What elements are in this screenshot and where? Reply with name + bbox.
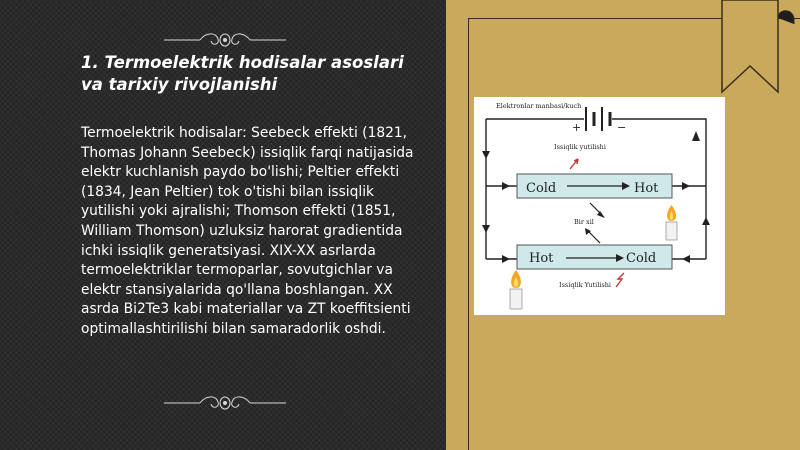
top-left-label: Cold [526,181,557,196]
minus-sign: − [617,121,627,134]
bottom-left-label: Hot [529,251,554,266]
slide-title: 1. Termoelektrik hodisalar asoslari va tarixiy rivojlanishi [81,53,404,94]
middle-label: Bir xil [574,218,594,226]
thermoelectric-diagram [474,97,725,315]
candle-icon-right [666,205,677,240]
bottom-right-label: Cold [626,251,657,266]
battery-icon [586,107,610,131]
source-label: Elektronlar manbasi/kuch [496,102,582,110]
plus-sign: + [572,121,582,134]
bottom-heat-label: Issiqlik Yutilishi [559,281,612,289]
candle-icon-left [510,270,522,309]
bookmark-ribbon-icon [716,0,796,100]
slide-body-text: Termoelektrik hodisalar: Seebeck effekti (1821, Thomas Johann Seebeck) issiqlik farqi natijasida elektr kuchlanish paydo bo'lishi; Peltier effekti (1834, Jean Peltier) tok o'tishi bilan issiqlik yutilishi yoki ajralishi; Thomson effekti (1851, William Thomson) uzluksiz harorat gradientida ichki issiqlik generatsiyasi. XIX-XX asrlarda termoelektriklar termoparlar, sovutgichlar va elektr stansiyalarida qo'llana boshlangan. XX asrda Bi2Te3 kabi materiallar va ZT koeffitsienti optimallashtirilishi bilan samaradorlik oshdi. [81,125,414,337]
top-heat-label: Issiqlik yutilishi [554,143,606,151]
flourish-divider-bottom [160,393,290,413]
top-right-label: Hot [634,181,659,196]
flourish-divider-top [160,30,290,50]
